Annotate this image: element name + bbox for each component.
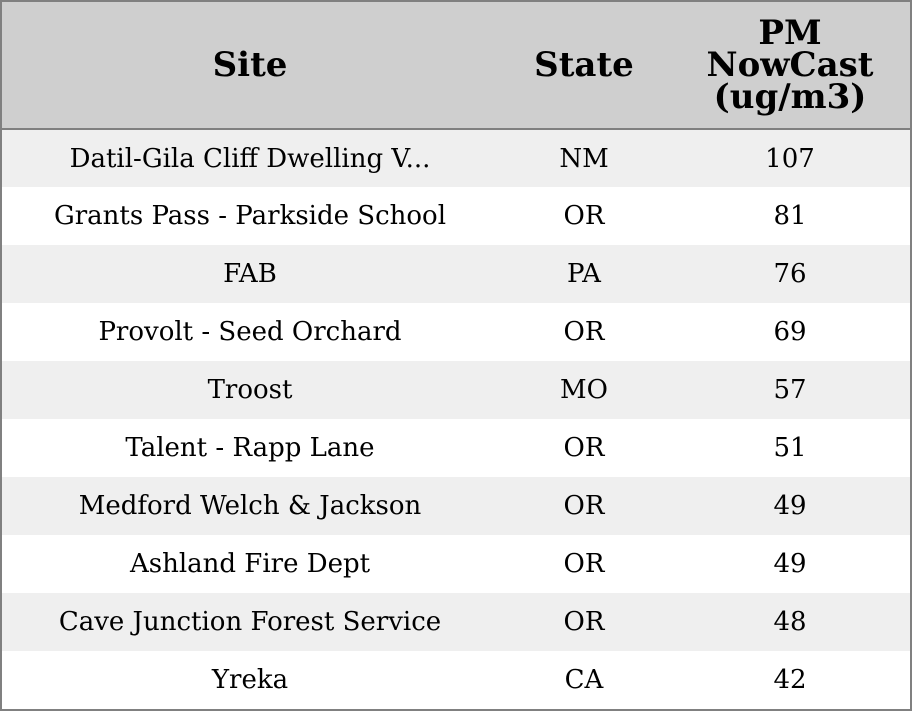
table-row	[2, 361, 910, 419]
table-row	[2, 187, 910, 245]
pm-value-cell: 49	[773, 491, 807, 521]
site-cell: FAB	[223, 259, 277, 289]
table-row	[2, 419, 910, 477]
table-row	[2, 651, 910, 709]
header-row	[2, 2, 910, 129]
state-cell: OR	[563, 491, 605, 521]
table-row	[2, 535, 910, 593]
table-row	[2, 593, 910, 651]
pm-value-cell: 107	[765, 143, 815, 174]
state-cell: MO	[560, 375, 608, 405]
site-cell: Cave Junction Forest Service	[58, 607, 442, 637]
pm-value-cell: 76	[773, 259, 807, 289]
table-row	[2, 303, 910, 361]
state-cell: OR	[563, 317, 605, 347]
state-cell: OR	[563, 607, 605, 637]
state-cell: PA	[567, 259, 601, 289]
pm-value-cell: 48	[773, 607, 807, 637]
pm-nowcast-header-text: PM NowCast (ug/m3)	[706, 13, 874, 117]
pm-value-cell: 51	[773, 433, 807, 463]
site-cell: Medford Welch & Jackson	[78, 491, 422, 521]
table-row	[2, 129, 910, 187]
table-body	[2, 129, 910, 709]
state-cell: OR	[563, 549, 605, 579]
site-cell: Grants Pass - Parkside School	[53, 201, 447, 231]
column-header-state: State	[498, 2, 670, 129]
pm-value-cell: 69	[773, 317, 807, 347]
site-cell: Provolt - Seed Orchard	[98, 317, 402, 347]
state-cell: CA	[564, 665, 604, 695]
pm-value-cell: 42	[773, 665, 807, 695]
site-cell: Troost	[207, 375, 293, 405]
table-row	[2, 477, 910, 535]
site-cell: Datil-Gila Cliff Dwelling V...	[69, 143, 431, 174]
site-cell: Talent - Rapp Lane	[125, 433, 375, 463]
column-header-site: Site	[2, 2, 498, 129]
pm-value-cell: 81	[773, 201, 807, 231]
site-cell: Ashland Fire Dept	[129, 549, 371, 579]
state-cell: NM	[559, 143, 609, 174]
pm-value-cell: 49	[773, 549, 807, 579]
table-row	[2, 245, 910, 303]
data-table	[2, 2, 910, 709]
column-header-pm-nowcast	[670, 2, 910, 129]
pm-value-cell: 57	[773, 375, 807, 405]
site-cell: Yreka	[211, 665, 289, 695]
state-cell: OR	[563, 201, 605, 231]
state-cell: OR	[563, 433, 605, 463]
